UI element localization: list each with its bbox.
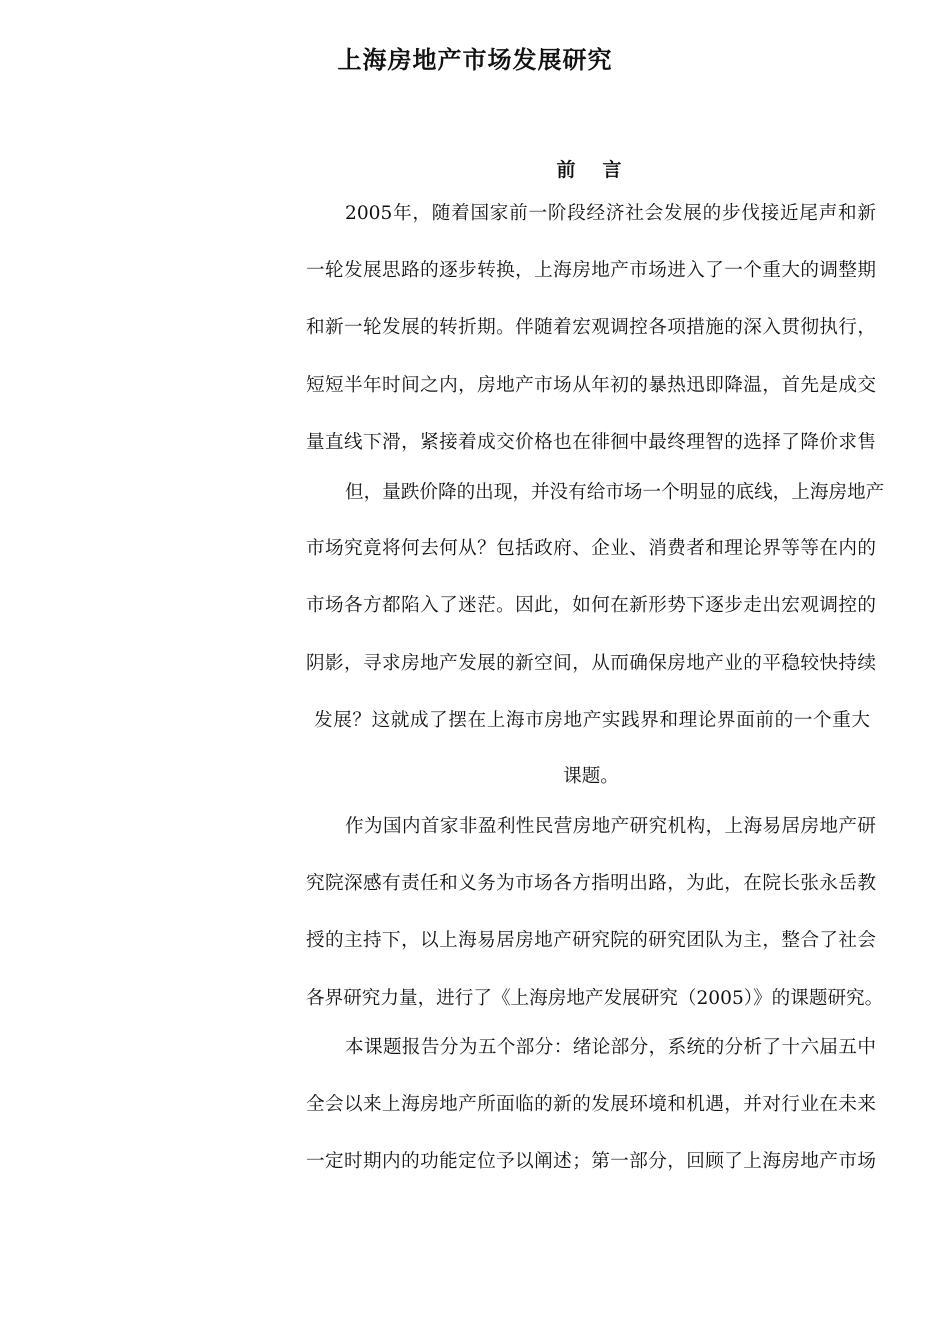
text-line: 和新一轮发展的转折期。伴随着宏观调控各项措施的深入贯彻执行，	[306, 317, 876, 338]
text-line: 市场各方都陷入了迷茫。因此，如何在新形势下逐步走出宏观调控的	[306, 595, 876, 616]
text-line: 课题。	[563, 766, 619, 787]
text-line: 各界研究力量，进行了《上海房地产发展研究（2005）》的课题研究。	[306, 988, 884, 1009]
text-line: 2005年，随着国家前一阶段经济社会发展的步伐接近尾声和新	[345, 203, 876, 224]
text-line: 市场究竟将何去何从？包括政府、企业、消费者和理论界等等在内的	[306, 538, 876, 559]
text-line: 一定时期内的功能定位予以阐述；第一部分，回顾了上海房地产市场	[306, 1151, 876, 1172]
text-line: 作为国内首家非盈利性民营房地产研究机构，上海易居房地产研	[345, 816, 876, 837]
text-line: 全会以来上海房地产所面临的新的发展环境和机遇，并对行业在未来	[306, 1094, 876, 1115]
text-line: 一轮发展思路的逐步转换，上海房地产市场进入了一个重大的调整期	[306, 260, 876, 281]
text-line: 但，量跌价降的出现，并没有给市场一个明显的底线，上海房地产	[345, 482, 885, 503]
text-line: 短短半年时间之内，房地产市场从年初的暴热迅即降温，首先是成交	[306, 375, 876, 396]
text-line: 究院深感有责任和义务为市场各方指明出路，为此，在院长张永岳教	[306, 873, 876, 894]
text-line: 授的主持下，以上海易居房地产研究院的研究团队为主，整合了社会	[306, 930, 876, 951]
document-title: 上海房地产市场发展研究	[337, 46, 613, 74]
text-line: 本课题报告分为五个部分：绪论部分，系统的分析了十六届五中	[345, 1037, 876, 1058]
text-line: 量直线下滑，紧接着成交价格也在徘徊中最终理智的选择了降价求售	[306, 432, 876, 453]
section-heading: 前 言	[556, 159, 626, 181]
text-line: 发展？这就成了摆在上海市房地产实践界和理论界面前的一个重大	[314, 710, 870, 731]
text-line: 阴影，寻求房地产发展的新空间，从而确保房地产业的平稳较快持续	[306, 653, 876, 674]
